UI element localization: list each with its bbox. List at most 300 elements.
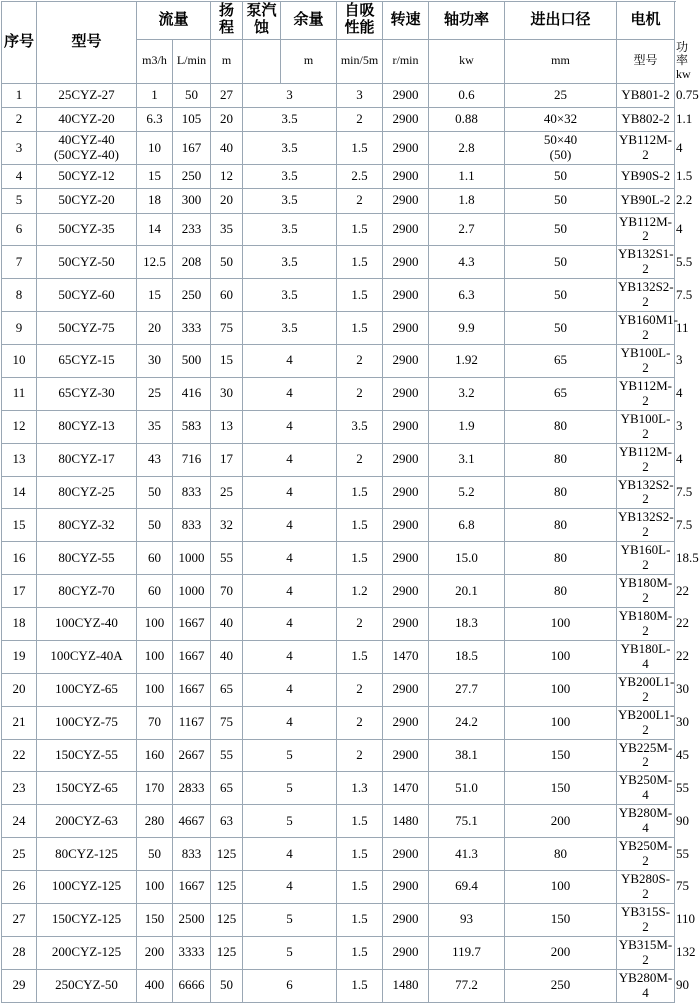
cell-head: 125 xyxy=(211,871,243,904)
cell-port: 65 xyxy=(505,345,617,378)
header-cavitation: 泵汽蚀 xyxy=(243,2,281,40)
cell-head: 13 xyxy=(211,410,243,443)
cell-motor-model: YB132S1-2 xyxy=(617,246,675,279)
cell-shaft-power: 93 xyxy=(429,903,505,936)
cell-speed: 2900 xyxy=(383,903,429,936)
cell-head: 75 xyxy=(211,312,243,345)
cell-model: 100CYZ-40 xyxy=(37,608,137,641)
cell-cavitation: 4 xyxy=(243,345,337,378)
cell-cavitation: 4 xyxy=(243,509,337,542)
cell-model: 100CYZ-40A xyxy=(37,640,137,673)
cell-model: 200CYZ-63 xyxy=(37,805,137,838)
cell-flow-lmin: 1667 xyxy=(173,673,211,706)
cell-head: 40 xyxy=(211,640,243,673)
cell-motor-model: YB112M-2 xyxy=(617,443,675,476)
header-speed: 转速 xyxy=(383,2,429,40)
cell-motor-model: YB315S-2 xyxy=(617,903,675,936)
cell-cavitation: 5 xyxy=(243,936,337,969)
cell-no: 24 xyxy=(2,805,37,838)
cell-port: 50×40 (50) xyxy=(505,132,617,165)
table-row: 8 50CYZ-60 15 250 60 3.5 1.5 2900 6.3 50 YB132S2-2 7.5 xyxy=(2,279,675,312)
cell-port: 80 xyxy=(505,443,617,476)
cell-speed: 2900 xyxy=(383,608,429,641)
cell-no: 21 xyxy=(2,706,37,739)
cell-cavitation: 5 xyxy=(243,805,337,838)
cell-no: 15 xyxy=(2,509,37,542)
cell-shaft-power: 77.2 xyxy=(429,969,505,1002)
cell-flow-m3h: 70 xyxy=(137,706,173,739)
cell-speed: 2900 xyxy=(383,345,429,378)
cell-model: 80CYZ-125 xyxy=(37,838,137,871)
cell-port: 80 xyxy=(505,542,617,575)
cell-self-priming: 2 xyxy=(337,377,383,410)
cell-self-priming: 1.5 xyxy=(337,871,383,904)
cell-no: 13 xyxy=(2,443,37,476)
cell-flow-m3h: 100 xyxy=(137,871,173,904)
cell-head: 60 xyxy=(211,279,243,312)
cell-no: 6 xyxy=(2,213,37,246)
cell-flow-m3h: 14 xyxy=(137,213,173,246)
cell-no: 29 xyxy=(2,969,37,1002)
cell-flow-m3h: 160 xyxy=(137,739,173,772)
cell-shaft-power: 69.4 xyxy=(429,871,505,904)
cell-motor-model: YB280M-4 xyxy=(617,805,675,838)
cell-head: 125 xyxy=(211,936,243,969)
cell-motor-model: YB225M-2 xyxy=(617,739,675,772)
cell-flow-m3h: 35 xyxy=(137,410,173,443)
cell-cavitation: 4 xyxy=(243,673,337,706)
cell-motor-model: YB802-2 xyxy=(617,108,675,132)
cell-speed: 1470 xyxy=(383,640,429,673)
cell-flow-lmin: 1667 xyxy=(173,640,211,673)
cell-self-priming: 3.5 xyxy=(337,410,383,443)
cell-speed: 2900 xyxy=(383,83,429,107)
cell-flow-lmin: 2833 xyxy=(173,772,211,805)
cell-self-priming: 1.5 xyxy=(337,246,383,279)
cell-no: 3 xyxy=(2,132,37,165)
cell-head: 32 xyxy=(211,509,243,542)
cell-model: 50CYZ-12 xyxy=(37,165,137,189)
cell-model: 50CYZ-35 xyxy=(37,213,137,246)
cell-head: 50 xyxy=(211,969,243,1002)
cell-cavitation: 3.5 xyxy=(243,246,337,279)
cell-speed: 2900 xyxy=(383,246,429,279)
cell-flow-lmin: 4667 xyxy=(173,805,211,838)
cell-port: 100 xyxy=(505,608,617,641)
cell-shaft-power: 1.92 xyxy=(429,345,505,378)
cell-port: 150 xyxy=(505,903,617,936)
table-row: 18 100CYZ-40 100 1667 40 4 2 2900 18.3 100 YB180M-2 22 xyxy=(2,608,675,641)
cell-no: 22 xyxy=(2,739,37,772)
cell-port: 200 xyxy=(505,936,617,969)
cell-model: 65CYZ-15 xyxy=(37,345,137,378)
cell-port: 50 xyxy=(505,312,617,345)
cell-cavitation: 5 xyxy=(243,739,337,772)
cell-speed: 2900 xyxy=(383,108,429,132)
table-row: 1 25CYZ-27 1 50 27 3 3 2900 0.6 25 YB801-2 0.75 xyxy=(2,83,675,107)
cell-shaft-power: 51.0 xyxy=(429,772,505,805)
cell-shaft-power: 20.1 xyxy=(429,575,505,608)
cell-flow-m3h: 15 xyxy=(137,279,173,312)
cell-port: 80 xyxy=(505,476,617,509)
table-body xyxy=(2,2,699,1003)
cell-cavitation: 3.5 xyxy=(243,165,337,189)
cell-cavitation: 3.5 xyxy=(243,108,337,132)
cell-self-priming: 1.5 xyxy=(337,213,383,246)
header-motor: 电机 xyxy=(617,2,675,40)
cell-flow-lmin: 50 xyxy=(173,83,211,107)
cell-flow-lmin: 416 xyxy=(173,377,211,410)
cell-flow-lmin: 105 xyxy=(173,108,211,132)
header-motor-model: 型号 xyxy=(617,39,675,83)
cell-motor-model: YB100L-2 xyxy=(617,345,675,378)
cell-shaft-power: 119.7 xyxy=(429,936,505,969)
cell-shaft-power: 75.1 xyxy=(429,805,505,838)
unit-port: mm xyxy=(505,39,617,83)
cell-self-priming: 2 xyxy=(337,108,383,132)
cell-port: 150 xyxy=(505,739,617,772)
cell-speed: 2900 xyxy=(383,542,429,575)
cell-flow-lmin: 1000 xyxy=(173,575,211,608)
cell-speed: 2900 xyxy=(383,279,429,312)
cell-flow-m3h: 25 xyxy=(137,377,173,410)
table-row: 5 50CYZ-20 18 300 20 3.5 2 2900 1.8 50 YB90L-2 2.2 xyxy=(2,189,675,213)
cell-cavitation: 4 xyxy=(243,706,337,739)
table-row: 2 40CYZ-20 6.3 105 20 3.5 2 2900 0.88 40×32 YB802-2 1.1 xyxy=(2,108,675,132)
cell-head: 50 xyxy=(211,246,243,279)
cell-speed: 2900 xyxy=(383,213,429,246)
cell-cavitation: 5 xyxy=(243,772,337,805)
cell-shaft-power: 3.2 xyxy=(429,377,505,410)
cell-model: 25CYZ-27 xyxy=(37,83,137,107)
cell-flow-m3h: 1 xyxy=(137,83,173,107)
cell-speed: 2900 xyxy=(383,476,429,509)
cell-self-priming: 1.5 xyxy=(337,509,383,542)
cell-speed: 2900 xyxy=(383,443,429,476)
cell-port: 80 xyxy=(505,575,617,608)
cell-model: 80CYZ-55 xyxy=(37,542,137,575)
cell-head: 125 xyxy=(211,838,243,871)
cell-head: 65 xyxy=(211,772,243,805)
cell-shaft-power: 6.3 xyxy=(429,279,505,312)
cell-cavitation: 3.5 xyxy=(243,213,337,246)
cell-flow-lmin: 833 xyxy=(173,476,211,509)
cell-cavitation: 4 xyxy=(243,838,337,871)
unit-self-priming: min/5m xyxy=(337,39,383,83)
cell-head: 17 xyxy=(211,443,243,476)
cell-speed: 2900 xyxy=(383,377,429,410)
cell-speed: 2900 xyxy=(383,936,429,969)
cell-port: 100 xyxy=(505,673,617,706)
cell-model: 50CYZ-50 xyxy=(37,246,137,279)
pump-specification-table xyxy=(1,1,699,1003)
cell-model: 100CYZ-65 xyxy=(37,673,137,706)
cell-motor-model: YB132S2-2 xyxy=(617,476,675,509)
cell-cavitation: 3 xyxy=(243,83,337,107)
cell-cavitation: 5 xyxy=(243,903,337,936)
cell-self-priming: 1.5 xyxy=(337,312,383,345)
cell-flow-lmin: 6666 xyxy=(173,969,211,1002)
cell-flow-m3h: 50 xyxy=(137,476,173,509)
table-row: 10 65CYZ-15 30 500 15 4 2 2900 1.92 65 YB100L-2 3 xyxy=(2,345,675,378)
cell-cavitation: 4 xyxy=(243,542,337,575)
cell-port: 250 xyxy=(505,969,617,1002)
cell-motor-model: YB315M-2 xyxy=(617,936,675,969)
cell-model: 100CYZ-125 xyxy=(37,871,137,904)
cell-motor-model: YB100L-2 xyxy=(617,410,675,443)
table-row: 12 80CYZ-13 35 583 13 4 3.5 2900 1.9 80 YB100L-2 3 xyxy=(2,410,675,443)
header-shaft-power: 轴功率 xyxy=(429,2,505,40)
table-row: 16 80CYZ-55 60 1000 55 4 1.5 2900 15.0 80 YB160L-2 18.5 xyxy=(2,542,675,575)
header-margin: 余量 xyxy=(281,2,337,40)
unit-shaft-power: kw xyxy=(429,39,505,83)
cell-no: 12 xyxy=(2,410,37,443)
cell-flow-m3h: 6.3 xyxy=(137,108,173,132)
cell-flow-lmin: 1667 xyxy=(173,608,211,641)
cell-shaft-power: 1.1 xyxy=(429,165,505,189)
cell-flow-lmin: 208 xyxy=(173,246,211,279)
cell-motor-model: YB112M-2 xyxy=(617,377,675,410)
table-row: 26 100CYZ-125 100 1667 125 4 1.5 2900 69.4 100 YB280S-2 75 xyxy=(2,871,675,904)
cell-shaft-power: 18.5 xyxy=(429,640,505,673)
cell-cavitation: 4 xyxy=(243,640,337,673)
cell-port: 50 xyxy=(505,165,617,189)
cell-port: 80 xyxy=(505,838,617,871)
cell-head: 20 xyxy=(211,189,243,213)
cell-motor-model: YB280M-4 xyxy=(617,969,675,1002)
cell-speed: 1470 xyxy=(383,772,429,805)
cell-self-priming: 1.5 xyxy=(337,903,383,936)
cell-flow-lmin: 716 xyxy=(173,443,211,476)
cell-model: 40CYZ-40 (50CYZ-40) xyxy=(37,132,137,165)
cell-flow-lmin: 2667 xyxy=(173,739,211,772)
cell-model: 150CYZ-65 xyxy=(37,772,137,805)
cell-flow-m3h: 15 xyxy=(137,165,173,189)
cell-model: 80CYZ-17 xyxy=(37,443,137,476)
cell-no: 25 xyxy=(2,838,37,871)
cell-no: 4 xyxy=(2,165,37,189)
cell-no: 14 xyxy=(2,476,37,509)
cell-head: 75 xyxy=(211,706,243,739)
table-row: 9 50CYZ-75 20 333 75 3.5 1.5 2900 9.9 50 YB160M1-2 11 xyxy=(2,312,675,345)
cell-flow-lmin: 1000 xyxy=(173,542,211,575)
cell-motor-model: YB160M1-2 xyxy=(617,312,675,345)
cell-model: 80CYZ-32 xyxy=(37,509,137,542)
cell-speed: 2900 xyxy=(383,673,429,706)
cell-self-priming: 2 xyxy=(337,673,383,706)
cell-port: 50 xyxy=(505,279,617,312)
cell-head: 55 xyxy=(211,542,243,575)
table-row: 7 50CYZ-50 12.5 208 50 3.5 1.5 2900 4.3 50 YB132S1-2 5.5 xyxy=(2,246,675,279)
cell-shaft-power: 9.9 xyxy=(429,312,505,345)
cell-cavitation: 4 xyxy=(243,443,337,476)
cell-shaft-power: 18.3 xyxy=(429,608,505,641)
table-row: 4 50CYZ-12 15 250 12 3.5 2.5 2900 1.1 50 YB90S-2 1.5 xyxy=(2,165,675,189)
cell-head: 15 xyxy=(211,345,243,378)
cell-no: 5 xyxy=(2,189,37,213)
cell-motor-model: YB132S2-2 xyxy=(617,279,675,312)
cell-self-priming: 1.5 xyxy=(337,476,383,509)
cell-shaft-power: 2.8 xyxy=(429,132,505,165)
cell-self-priming: 2 xyxy=(337,608,383,641)
cell-head: 20 xyxy=(211,108,243,132)
cell-cavitation: 4 xyxy=(243,476,337,509)
unit-flow-lmin: L/min xyxy=(173,39,211,83)
table-row: 25 80CYZ-125 50 833 125 4 1.5 2900 41.3 80 YB250M-2 55 xyxy=(2,838,675,871)
table-row: 22 150CYZ-55 160 2667 55 5 2 2900 38.1 150 YB225M-2 45 xyxy=(2,739,675,772)
cell-no: 8 xyxy=(2,279,37,312)
cell-self-priming: 1.5 xyxy=(337,132,383,165)
cell-flow-lmin: 250 xyxy=(173,279,211,312)
cell-port: 50 xyxy=(505,189,617,213)
cell-flow-m3h: 60 xyxy=(137,575,173,608)
cell-flow-lmin: 833 xyxy=(173,838,211,871)
cell-speed: 2900 xyxy=(383,706,429,739)
cell-flow-m3h: 400 xyxy=(137,969,173,1002)
cell-no: 23 xyxy=(2,772,37,805)
header-self-priming: 自吸性能 xyxy=(337,2,383,40)
cell-flow-m3h: 200 xyxy=(137,936,173,969)
cell-flow-m3h: 150 xyxy=(137,903,173,936)
cell-motor-model: YB90L-2 xyxy=(617,189,675,213)
header-no: 序号 xyxy=(2,2,37,84)
cell-no: 26 xyxy=(2,871,37,904)
table-row: 13 80CYZ-17 43 716 17 4 2 2900 3.1 80 YB112M-2 4 xyxy=(2,443,675,476)
table-row: 29 250CYZ-50 400 6666 50 6 1.5 1480 77.2 250 YB280M-4 90 xyxy=(2,969,675,1002)
header-model: 型号 xyxy=(37,2,137,84)
cell-flow-lmin: 500 xyxy=(173,345,211,378)
cell-cavitation: 4 xyxy=(243,608,337,641)
cell-speed: 1480 xyxy=(383,805,429,838)
cell-head: 27 xyxy=(211,83,243,107)
cell-self-priming: 2 xyxy=(337,189,383,213)
cell-shaft-power: 0.88 xyxy=(429,108,505,132)
header-head: 扬程 xyxy=(211,2,243,40)
cell-head: 35 xyxy=(211,213,243,246)
cell-port: 80 xyxy=(505,410,617,443)
cell-self-priming: 2 xyxy=(337,443,383,476)
cell-speed: 1480 xyxy=(383,969,429,1002)
table-row: 19 100CYZ-40A 100 1667 40 4 1.5 1470 18.5 100 YB180L-4 22 xyxy=(2,640,675,673)
cell-head: 70 xyxy=(211,575,243,608)
cell-model: 50CYZ-75 xyxy=(37,312,137,345)
cell-motor-model: YB250M-4 xyxy=(617,772,675,805)
cell-motor-model: YB90S-2 xyxy=(617,165,675,189)
cell-self-priming: 3 xyxy=(337,83,383,107)
cell-flow-lmin: 250 xyxy=(173,165,211,189)
cell-cavitation: 3.5 xyxy=(243,279,337,312)
cell-port: 40×32 xyxy=(505,108,617,132)
cell-speed: 2900 xyxy=(383,871,429,904)
cell-speed: 2900 xyxy=(383,838,429,871)
cell-cavitation: 4 xyxy=(243,575,337,608)
table-row: 21 100CYZ-75 70 1167 75 4 2 2900 24.2 100 YB200L1-2 30 xyxy=(2,706,675,739)
cell-shaft-power: 6.8 xyxy=(429,509,505,542)
cell-flow-lmin: 233 xyxy=(173,213,211,246)
cell-flow-m3h: 280 xyxy=(137,805,173,838)
cell-port: 50 xyxy=(505,246,617,279)
cell-flow-lmin: 333 xyxy=(173,312,211,345)
cell-flow-lmin: 833 xyxy=(173,509,211,542)
header-row-main xyxy=(2,2,675,40)
cell-shaft-power: 38.1 xyxy=(429,739,505,772)
cell-cavitation: 6 xyxy=(243,969,337,1002)
cell-self-priming: 1.5 xyxy=(337,969,383,1002)
cell-self-priming: 1.5 xyxy=(337,542,383,575)
cell-speed: 2900 xyxy=(383,410,429,443)
cell-shaft-power: 1.8 xyxy=(429,189,505,213)
cell-flow-m3h: 170 xyxy=(137,772,173,805)
cell-model: 150CYZ-125 xyxy=(37,903,137,936)
cell-no: 19 xyxy=(2,640,37,673)
table-row: 14 80CYZ-25 50 833 25 4 1.5 2900 5.2 80 YB132S2-2 7.5 xyxy=(2,476,675,509)
cell-port: 150 xyxy=(505,772,617,805)
cell-cavitation: 4 xyxy=(243,410,337,443)
cell-head: 25 xyxy=(211,476,243,509)
table-row: 17 80CYZ-70 60 1000 70 4 1.2 2900 20.1 80 YB180M-2 22 xyxy=(2,575,675,608)
cell-shaft-power: 15.0 xyxy=(429,542,505,575)
table-row: 3 40CYZ-40 (50CYZ-40) 10 167 40 3.5 1.5 2900 2.8 50×40 (50) YB112M-2 4 xyxy=(2,132,675,165)
cell-no: 11 xyxy=(2,377,37,410)
cell-motor-model: YB801-2 xyxy=(617,83,675,107)
cell-no: 27 xyxy=(2,903,37,936)
cell-no: 7 xyxy=(2,246,37,279)
cell-model: 50CYZ-20 xyxy=(37,189,137,213)
cell-flow-m3h: 18 xyxy=(137,189,173,213)
cell-head: 12 xyxy=(211,165,243,189)
cell-shaft-power: 24.2 xyxy=(429,706,505,739)
cell-no: 9 xyxy=(2,312,37,345)
cell-shaft-power: 41.3 xyxy=(429,838,505,871)
table-row: 28 200CYZ-125 200 3333 125 5 1.5 2900 119.7 200 YB315M-2 132 xyxy=(2,936,675,969)
table-row: 20 100CYZ-65 100 1667 65 4 2 2900 27.7 100 YB200L1-2 30 xyxy=(2,673,675,706)
cell-speed: 2900 xyxy=(383,575,429,608)
cell-flow-m3h: 100 xyxy=(137,673,173,706)
cell-flow-m3h: 43 xyxy=(137,443,173,476)
header-port-diameter: 进出口径 xyxy=(505,2,617,40)
cell-cavitation: 3.5 xyxy=(243,312,337,345)
cell-head: 55 xyxy=(211,739,243,772)
cell-flow-lmin: 3333 xyxy=(173,936,211,969)
cell-cavitation: 3.5 xyxy=(243,189,337,213)
cell-shaft-power: 5.2 xyxy=(429,476,505,509)
cell-model: 100CYZ-75 xyxy=(37,706,137,739)
cell-head: 125 xyxy=(211,903,243,936)
cell-shaft-power: 4.3 xyxy=(429,246,505,279)
cell-model: 200CYZ-125 xyxy=(37,936,137,969)
cell-flow-lmin: 583 xyxy=(173,410,211,443)
cell-model: 80CYZ-70 xyxy=(37,575,137,608)
cell-head: 30 xyxy=(211,377,243,410)
cell-shaft-power: 3.1 xyxy=(429,443,505,476)
cell-motor-model: YB180L-4 xyxy=(617,640,675,673)
cell-motor-model: YB200L1-2 xyxy=(617,673,675,706)
cell-no: 17 xyxy=(2,575,37,608)
cell-speed: 2900 xyxy=(383,509,429,542)
cell-head: 40 xyxy=(211,608,243,641)
cell-speed: 2900 xyxy=(383,312,429,345)
cell-model: 40CYZ-20 xyxy=(37,108,137,132)
cell-port: 80 xyxy=(505,509,617,542)
cell-self-priming: 2 xyxy=(337,345,383,378)
cell-self-priming: 2 xyxy=(337,739,383,772)
header-row-sub: m3/h L/min m m min/5m r/min kw mm 型号 功率kw xyxy=(2,39,675,83)
cell-no: 1 xyxy=(2,83,37,107)
table-row: 23 150CYZ-65 170 2833 65 5 1.3 1470 51.0 150 YB250M-4 55 xyxy=(2,772,675,805)
cell-shaft-power: 2.7 xyxy=(429,213,505,246)
cell-model: 150CYZ-55 xyxy=(37,739,137,772)
cell-head: 63 xyxy=(211,805,243,838)
